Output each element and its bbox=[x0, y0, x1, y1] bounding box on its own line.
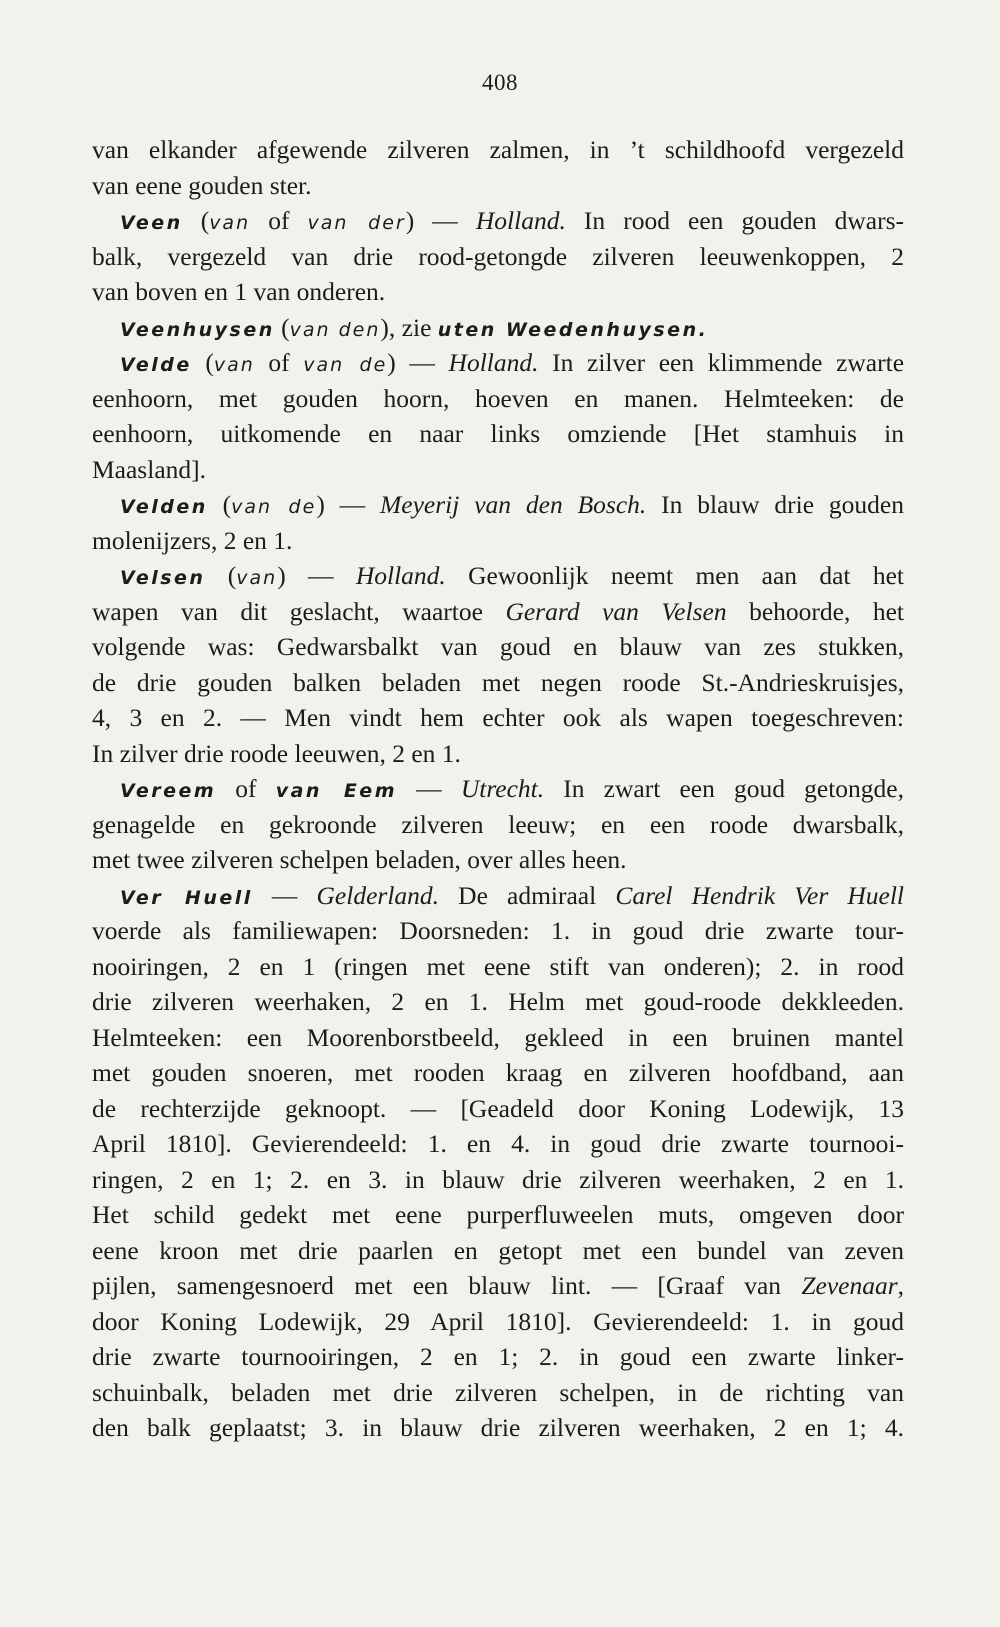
headword: Velden bbox=[120, 496, 208, 518]
text-line bbox=[92, 345, 904, 381]
text-line bbox=[92, 452, 904, 488]
text-run: ) — bbox=[387, 348, 449, 377]
text-line bbox=[92, 1126, 904, 1162]
headword: Veenhuysen bbox=[120, 318, 275, 341]
page-number: 408 bbox=[482, 70, 518, 95]
text-run: de drie gouden balken beladen met negen roode St.-Andrieskruisjes, bbox=[92, 667, 904, 697]
text-run: met gouden snoeren, met rooden kraag en zilveren hoofdband, aan bbox=[92, 1058, 904, 1087]
text-line bbox=[92, 523, 904, 559]
text-line bbox=[92, 700, 904, 736]
text-line bbox=[92, 1233, 904, 1269]
text-line bbox=[92, 274, 904, 310]
text-run: van elkander afgewende zilveren zalmen, in ’t schildhoofd vergezeld bbox=[92, 135, 904, 164]
text-run: ( bbox=[182, 206, 210, 235]
italic-text: Gerard van Velsen bbox=[505, 596, 727, 626]
headword: van de bbox=[303, 354, 388, 376]
text-run: Het schild gedekt met eene purperfluweelen muts, omgeven door bbox=[92, 1200, 904, 1229]
headword: van Eem bbox=[275, 780, 397, 802]
text-run: ( bbox=[207, 490, 232, 519]
text-run: de rechterzijde geknoopt. — [Geadeld door Koning Lodewijk, 13 bbox=[92, 1093, 904, 1123]
text-line bbox=[92, 1197, 904, 1233]
text-run: ( bbox=[205, 561, 237, 590]
text-run: of bbox=[254, 348, 304, 377]
text-line bbox=[92, 1375, 904, 1411]
text-run: ), zie bbox=[380, 312, 438, 342]
text-run: volgende was: Gedwarsbalkt van goud en blauw van zes stukken, bbox=[92, 632, 904, 661]
text-line bbox=[92, 594, 904, 630]
text-line bbox=[92, 878, 904, 914]
text-line bbox=[92, 913, 904, 949]
text-run: eenhoorn, uitkomende en naar links omziende [Het stamhuis in bbox=[92, 419, 904, 448]
headword: van de bbox=[231, 496, 317, 518]
headword: Ver Huell bbox=[120, 886, 253, 909]
text-run: April 1810]. Gevierendeeld: 1. en 4. in goud drie zwarte tournooi- bbox=[92, 1129, 904, 1158]
text-run: drie zwarte tournooiringen, 2 en 1; 2. in goud een zwarte linker- bbox=[92, 1342, 904, 1371]
headword: van der bbox=[307, 212, 406, 234]
text-run: voerde als familiewapen: Doorsneden: 1. in goud drie zwarte tour- bbox=[92, 916, 904, 945]
text-run: In zwart een goud getongde, bbox=[544, 774, 905, 803]
text-line bbox=[92, 558, 904, 594]
text-run: of bbox=[216, 774, 276, 803]
text-run: In blauw drie gouden bbox=[646, 490, 904, 519]
italic-text: Carel Hendrik Ver Huell bbox=[615, 880, 905, 910]
text-line bbox=[92, 132, 904, 168]
text-run: In zilver drie roode leeuwen, 2 en 1. bbox=[92, 738, 461, 768]
text-line bbox=[92, 1162, 904, 1198]
text-line bbox=[92, 1091, 904, 1127]
text-line bbox=[92, 736, 904, 772]
text-line bbox=[92, 629, 904, 665]
text-line bbox=[92, 665, 904, 701]
text-run: behoorde, het bbox=[726, 596, 904, 626]
text-run: ( bbox=[191, 348, 214, 377]
text-line bbox=[92, 949, 904, 985]
text-run: — bbox=[397, 774, 461, 803]
text-line bbox=[92, 1339, 904, 1375]
text-run: molenijzers, 2 en 1. bbox=[92, 525, 293, 555]
text-line bbox=[92, 771, 904, 807]
text-run: genagelde en gekroonde zilveren leeuw; en een roode dwarsbalk, bbox=[92, 809, 904, 839]
text-run: ) — bbox=[277, 561, 356, 590]
text-run: nooiringen, 2 en 1 (ringen met eene stift van onderen); 2. in rood bbox=[92, 951, 904, 981]
text-run: Maasland]. bbox=[92, 454, 207, 484]
text-line bbox=[92, 1410, 904, 1446]
italic-text: Holland. bbox=[448, 348, 539, 377]
text-line bbox=[92, 984, 904, 1020]
text-line bbox=[92, 239, 904, 275]
text-line bbox=[92, 416, 904, 452]
headword: van den bbox=[289, 318, 381, 341]
italic-text: Zevenaar bbox=[801, 1271, 898, 1300]
italic-text: Holland. bbox=[355, 561, 446, 590]
headword: Velsen bbox=[120, 567, 206, 589]
text-line bbox=[92, 1020, 904, 1056]
text-run: pijlen, samengesnoerd met een blauw lint. — [Graaf van bbox=[92, 1271, 802, 1300]
text-run: Helmteeken: een Moorenborstbeeld, gekleed in een bruinen mantel bbox=[92, 1022, 904, 1052]
text-line bbox=[92, 487, 904, 523]
text-line bbox=[92, 1055, 904, 1091]
text-run: balk, vergezeld van drie rood-getongde zilveren leeuwenkoppen, 2 bbox=[92, 241, 904, 271]
text-run: den balk geplaatst; 3. in blauw drie zilveren weerhaken, 2 en 1; 4. bbox=[92, 1413, 904, 1442]
text-run: schuinbalk, beladen met drie zilveren schelpen, in de richting van bbox=[92, 1377, 904, 1407]
italic-text: Holland. bbox=[475, 206, 566, 235]
text-run: door Koning Lodewijk, 29 April 1810]. Gevierendeeld: 1. in goud bbox=[92, 1306, 904, 1336]
text-run: ( bbox=[274, 312, 290, 342]
italic-text: Gelderland. bbox=[316, 880, 440, 910]
text-line bbox=[92, 807, 904, 843]
text-run: van boven en 1 van onderen. bbox=[92, 277, 386, 306]
headword: van bbox=[209, 212, 251, 234]
text-run: wapen van dit geslacht, waartoe bbox=[92, 596, 506, 626]
text-line bbox=[92, 310, 904, 346]
text-line bbox=[92, 203, 904, 239]
italic-text: Meyerij van den Bosch. bbox=[380, 490, 647, 519]
text-run: — bbox=[252, 880, 317, 910]
text-run: drie zilveren weerhaken, 2 en 1. Helm met goud-roode dekkleeden. bbox=[92, 987, 904, 1016]
text-run: ) — bbox=[316, 490, 381, 519]
entries-text bbox=[92, 132, 904, 1446]
text-run: eene kroon met drie paarlen en getopt met een bundel van zeven bbox=[92, 1235, 904, 1265]
headword: Vereem bbox=[120, 780, 217, 802]
text-run: In rood een gouden dwars- bbox=[565, 206, 905, 235]
text-line bbox=[92, 1268, 904, 1304]
text-run: eenhoorn, met gouden hoorn, hoeven en manen. Helmteeken: de bbox=[92, 383, 904, 413]
text-run: of bbox=[250, 206, 308, 235]
text-run: De admiraal bbox=[439, 880, 616, 910]
text-run: ringen, 2 en 1; 2. en 3. in blauw drie zilveren weerhaken, 2 en 1. bbox=[92, 1164, 904, 1194]
text-run: ) — bbox=[405, 206, 476, 235]
headword: Velde bbox=[120, 354, 192, 376]
text-line bbox=[92, 168, 904, 204]
text-run: In zilver een klimmende zwarte bbox=[538, 348, 905, 377]
headword: van bbox=[236, 567, 278, 589]
text-run: 4, 3 en 2. — Men vindt hem echter ook als wapen toegeschreven: bbox=[92, 703, 904, 732]
text-run: van eene gouden ster. bbox=[92, 170, 312, 200]
text-line bbox=[92, 1304, 904, 1340]
headword: Veen bbox=[120, 212, 183, 234]
headword: uten Weedenhuysen. bbox=[437, 318, 709, 341]
text-run: met twee zilveren schelpen beladen, over alles heen. bbox=[92, 845, 627, 874]
text-line bbox=[92, 842, 904, 878]
text-line bbox=[92, 381, 904, 417]
italic-text: Utrecht. bbox=[460, 774, 545, 803]
headword: van bbox=[213, 354, 255, 376]
text-run: , bbox=[897, 1271, 904, 1300]
text-run: Gewoonlijk neemt men aan dat het bbox=[445, 561, 904, 590]
